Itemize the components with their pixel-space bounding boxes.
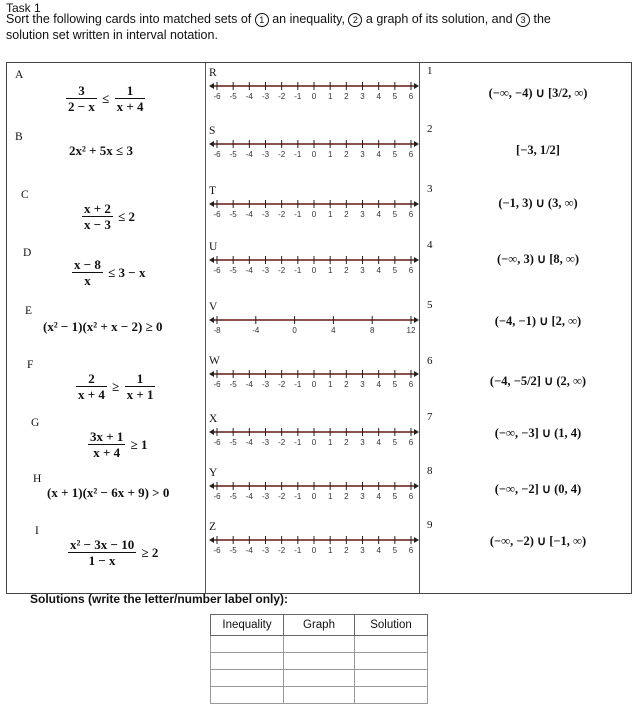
tick-label: 1: [327, 92, 333, 101]
ineq-label-i: I: [35, 525, 39, 537]
tick-label: 6: [408, 438, 414, 447]
tick-label: -4: [245, 266, 253, 275]
number-line-w: [207, 365, 421, 395]
tick-label: 2: [344, 546, 349, 555]
graph-label-z: Z: [209, 521, 217, 533]
tick-label: -5: [229, 438, 237, 447]
tick-label: 4: [376, 438, 381, 447]
tick-label: -6: [213, 546, 221, 555]
tick-label: -1: [294, 492, 302, 501]
tick-label: -6: [213, 210, 221, 219]
tick-label: -3: [261, 438, 270, 447]
interval-label-6: 6: [427, 355, 433, 367]
tick-label: 5: [392, 546, 398, 555]
tick-label: -6: [213, 266, 221, 275]
tick-label: 12: [406, 326, 416, 335]
interval-label-9: 9: [427, 519, 433, 531]
solution-cell[interactable]: [284, 670, 355, 687]
tick-label: -6: [213, 492, 221, 501]
header-inequality: Inequality: [211, 615, 284, 636]
arrow-left-icon: [209, 537, 214, 543]
tick-label: 1: [327, 546, 333, 555]
tick-label: 6: [408, 266, 414, 275]
tick-label: -2: [278, 210, 286, 219]
interval-3: (−1, 3) ∪ (3, ∞): [498, 196, 578, 210]
tick-label: -4: [252, 326, 260, 335]
tick-label: -4: [245, 438, 253, 447]
tick-label: 5: [392, 92, 398, 101]
interval-label-8: 8: [427, 465, 433, 477]
arrow-right-icon: [414, 141, 419, 147]
tick-label: 5: [392, 380, 398, 389]
arrow-right-icon: [414, 483, 419, 489]
solution-cell[interactable]: [355, 653, 428, 670]
tick-label: 0: [311, 266, 317, 275]
solution-cell[interactable]: [355, 636, 428, 653]
arrow-right-icon: [414, 317, 419, 323]
tick-label: -5: [229, 546, 237, 555]
tick-label: 4: [376, 210, 381, 219]
tick-label: 5: [392, 150, 398, 159]
tick-label: -6: [213, 380, 221, 389]
arrow-right-icon: [414, 83, 419, 89]
tick-label: -5: [229, 492, 237, 501]
tick-label: 6: [408, 380, 414, 389]
tick-label: -6: [213, 438, 221, 447]
solution-cell[interactable]: [211, 653, 284, 670]
interval-label-2: 2: [427, 123, 433, 135]
ineq-label-e: E: [25, 305, 33, 317]
tick-label: -1: [294, 546, 302, 555]
tick-label: 0: [311, 492, 317, 501]
interval-2: [−3, 1/2]: [516, 143, 560, 157]
tick-label: -2: [278, 492, 286, 501]
graph-label-w: W: [209, 355, 220, 367]
arrow-right-icon: [414, 257, 419, 263]
arrow-right-icon: [414, 429, 419, 435]
instr-text-2: an inequality,: [268, 12, 349, 26]
tick-label: -5: [229, 210, 237, 219]
solution-cell[interactable]: [284, 636, 355, 653]
task-title: Task 1: [6, 1, 41, 15]
graph-label-r: R: [209, 67, 217, 79]
header-solution: Solution: [355, 615, 428, 636]
instr-text-4: the: [530, 12, 551, 26]
solution-row: [211, 687, 428, 704]
tick-label: -4: [245, 92, 253, 101]
tick-label: 3: [360, 210, 365, 219]
tick-label: 0: [311, 150, 317, 159]
solution-row: [211, 670, 428, 687]
ineq-label-d: D: [23, 247, 32, 259]
tick-label: 0: [311, 92, 317, 101]
solutions-table: [210, 614, 428, 704]
tick-label: -1: [294, 92, 302, 101]
tick-label: 1: [327, 266, 333, 275]
graph-label-u: U: [209, 241, 218, 253]
tick-label: 6: [408, 150, 414, 159]
tick-label: -5: [229, 380, 237, 389]
tick-label: 1: [327, 492, 333, 501]
inequality-h: (x + 1)(x² − 6x + 9) > 0: [47, 485, 170, 500]
inequality-f: $\frac{2}{x + 4}$ ≥ $\frac{1}{x + 1}$: [78, 371, 154, 402]
tick-label: -5: [229, 92, 237, 101]
number-line-t: [207, 195, 421, 225]
number-line-v: [207, 311, 421, 341]
tick-label: -4: [245, 380, 253, 389]
arrow-left-icon: [209, 201, 214, 207]
tick-label: -2: [278, 380, 286, 389]
interval-label-3: 3: [427, 183, 433, 195]
circle-number-1: 1: [255, 13, 269, 27]
tick-label: -3: [261, 210, 270, 219]
arrow-left-icon: [209, 371, 214, 377]
arrow-left-icon: [209, 483, 214, 489]
tick-label: 4: [376, 546, 381, 555]
solution-cell[interactable]: [211, 670, 284, 687]
tick-label: 6: [408, 92, 414, 101]
instr-text-1: Sort the following cards into matched sets of: [6, 12, 255, 26]
tick-label: -2: [278, 92, 286, 101]
interval-label-5: 5: [427, 299, 433, 311]
tick-label: -1: [294, 266, 302, 275]
ineq-label-b: B: [15, 131, 23, 143]
tick-label: -4: [245, 150, 253, 159]
tick-label: 4: [376, 150, 381, 159]
interval-6: (−4, −5/2] ∪ (2, ∞): [489, 374, 587, 388]
tick-label: 5: [392, 266, 398, 275]
tick-label: 2: [344, 380, 349, 389]
tick-label: 2: [344, 150, 349, 159]
tick-label: -3: [261, 92, 270, 101]
tick-label: 4: [331, 326, 336, 335]
inequality-c: $\frac{x + 2}{x - 3}$ ≤ 2: [84, 201, 136, 232]
ineq-label-c: C: [21, 189, 29, 201]
tick-label: -1: [294, 380, 302, 389]
arrow-right-icon: [414, 537, 419, 543]
interval-4: (−∞, 3) ∪ [8, ∞): [497, 252, 579, 266]
tick-label: 6: [408, 546, 414, 555]
tick-label: 8: [369, 326, 375, 335]
solution-cell[interactable]: [355, 670, 428, 687]
arrow-left-icon: [209, 429, 214, 435]
interval-label-1: 1: [427, 65, 433, 77]
tick-label: 3: [360, 266, 365, 275]
ineq-label-f: F: [27, 359, 34, 371]
arrow-right-icon: [414, 201, 419, 207]
column-divider: [205, 63, 206, 593]
tick-label: 2: [344, 492, 349, 501]
solution-cell[interactable]: [211, 687, 284, 704]
tick-label: -4: [245, 546, 253, 555]
tick-label: 3: [360, 492, 365, 501]
tick-label: -3: [261, 492, 270, 501]
solution-cell[interactable]: [355, 687, 428, 704]
tick-label: -1: [294, 210, 302, 219]
inequality-g: $\frac{3x + 1}{x + 4}$ ≥ 1: [90, 429, 148, 460]
instr-text-3: a graph of its solution, and: [362, 12, 517, 26]
interval-5: (−4, −1) ∪ [2, ∞): [494, 314, 582, 328]
tick-label: 4: [376, 266, 381, 275]
tick-label: -3: [261, 150, 270, 159]
tick-label: 1: [327, 380, 333, 389]
arrow-left-icon: [209, 257, 214, 263]
graph-label-v: V: [209, 301, 218, 313]
cards-table: [6, 62, 632, 594]
tick-label: -5: [229, 150, 237, 159]
tick-label: -4: [245, 492, 253, 501]
solutions-prompt: Solutions (write the letter/number label only):: [30, 592, 289, 606]
header-graph: Graph: [284, 615, 355, 636]
solution-row: [211, 636, 428, 653]
tick-label: -2: [278, 438, 286, 447]
tick-label: -1: [294, 150, 302, 159]
tick-label: 5: [392, 438, 398, 447]
graph-label-y: Y: [209, 467, 218, 479]
tick-label: 6: [408, 492, 414, 501]
solution-row: [211, 653, 428, 670]
tick-label: 2: [344, 210, 349, 219]
tick-label: -5: [229, 266, 237, 275]
tick-label: 0: [311, 546, 317, 555]
ineq-label-h: H: [33, 473, 42, 485]
tick-label: 2: [344, 438, 349, 447]
tick-label: 4: [376, 492, 381, 501]
ineq-label-a: A: [15, 69, 24, 81]
instructions: [6, 11, 626, 43]
solution-cell[interactable]: [284, 687, 355, 704]
inequality-a: $\frac{3}{2 - x}$ ≤ $\frac{1}{x + 4}$: [68, 83, 144, 114]
graph-label-x: X: [209, 413, 218, 425]
inequality-e: (x² − 1)(x² + x − 2) ≥ 0: [43, 319, 163, 334]
tick-label: 0: [292, 326, 297, 335]
solution-cell[interactable]: [211, 636, 284, 653]
circle-number-2: 2: [348, 13, 362, 27]
tick-label: 3: [360, 92, 365, 101]
tick-label: 3: [360, 546, 365, 555]
interval-label-4: 4: [427, 239, 433, 251]
inequality-d: $\frac{x - 8}{x}$ ≤ 3 − x: [74, 257, 146, 288]
tick-label: 0: [311, 380, 317, 389]
graph-label-s: S: [209, 125, 216, 137]
tick-label: 1: [327, 210, 333, 219]
tick-label: 4: [376, 92, 381, 101]
inequality-b: 2x² + 5x ≤ 3: [69, 143, 133, 158]
tick-label: 6: [408, 210, 414, 219]
interval-9: (−∞, −2) ∪ [−1, ∞): [489, 534, 587, 548]
tick-label: -2: [278, 266, 286, 275]
tick-label: 3: [360, 438, 365, 447]
tick-label: 0: [311, 210, 317, 219]
circle-number-3: 3: [516, 13, 530, 27]
tick-label: 3: [360, 380, 365, 389]
tick-label: -4: [245, 210, 253, 219]
tick-label: 5: [392, 492, 398, 501]
number-line-u: [207, 251, 421, 281]
arrow-left-icon: [209, 141, 214, 147]
tick-label: 4: [376, 380, 381, 389]
tick-label: 1: [327, 150, 333, 159]
ineq-label-g: G: [31, 417, 40, 429]
inequality-i: $\frac{\text{x² − 3x − 10}}{1 - x}$ ≥ 2: [70, 537, 159, 568]
tick-label: 5: [392, 210, 398, 219]
solution-cell[interactable]: [284, 653, 355, 670]
interval-label-7: 7: [427, 411, 433, 423]
tick-label: -3: [261, 266, 270, 275]
arrow-right-icon: [414, 371, 419, 377]
number-line-x: [207, 423, 421, 453]
tick-label: -2: [278, 546, 286, 555]
tick-label: 2: [344, 92, 349, 101]
interval-8: (−∞, −2] ∪ (0, 4): [494, 482, 582, 496]
tick-label: 0: [311, 438, 317, 447]
number-line-r: [207, 77, 421, 107]
arrow-left-icon: [209, 317, 214, 323]
number-line-z: [207, 531, 421, 561]
tick-label: 3: [360, 150, 365, 159]
tick-label: -3: [261, 380, 270, 389]
tick-label: -6: [213, 92, 221, 101]
tick-label: -3: [261, 546, 270, 555]
tick-label: 2: [344, 266, 349, 275]
tick-label: -1: [294, 438, 302, 447]
number-line-y: [207, 477, 421, 507]
tick-label: -2: [278, 150, 286, 159]
number-line-s: [207, 135, 421, 165]
tick-label: 1: [327, 438, 333, 447]
instr-text-5: solution set written in interval notation.: [6, 28, 218, 42]
arrow-left-icon: [209, 83, 214, 89]
tick-label: -8: [213, 326, 221, 335]
interval-1: (−∞, −4) ∪ [3/2, ∞): [488, 86, 588, 100]
graph-label-t: T: [209, 185, 217, 197]
tick-label: -6: [213, 150, 221, 159]
interval-7: (−∞, −3] ∪ (1, 4): [494, 426, 582, 440]
